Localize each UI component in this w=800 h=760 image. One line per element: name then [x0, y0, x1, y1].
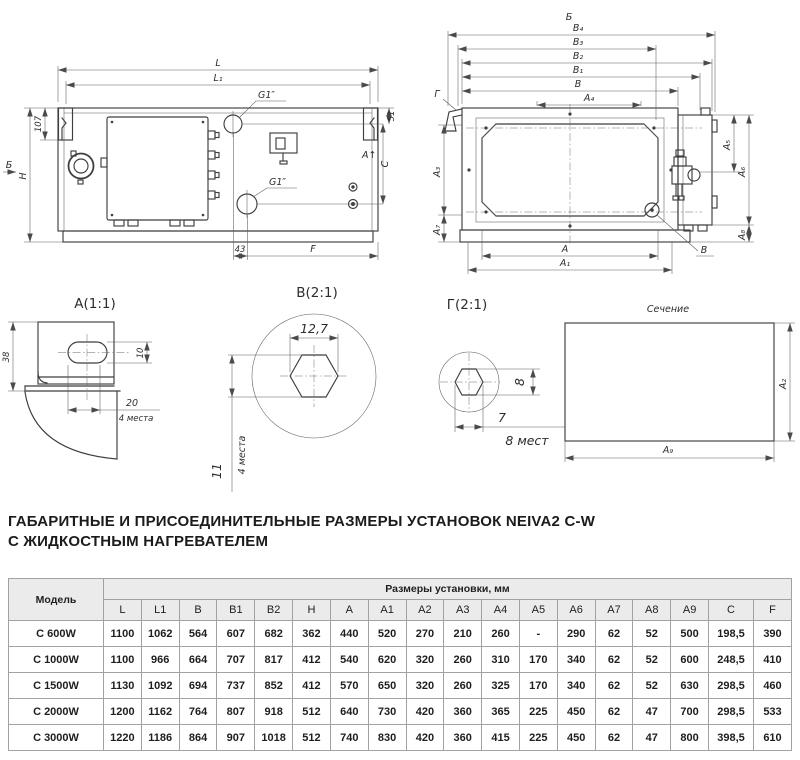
dim-cell: 1018 — [255, 725, 293, 751]
dim-cell: 1100 — [104, 621, 142, 647]
col-header-l1: L1 — [141, 600, 179, 621]
dim-cell: 210 — [444, 621, 482, 647]
col-header-a9: A9 — [671, 600, 709, 621]
dim-cell: 807 — [217, 699, 255, 725]
dim-cell: 1130 — [104, 673, 142, 699]
dim-cell: 298,5 — [709, 673, 754, 699]
model-cell: C 1500W — [9, 673, 104, 699]
dim-cell: 225 — [519, 725, 557, 751]
dim-cell: 260 — [444, 647, 482, 673]
dim-label-43: 43 — [234, 245, 246, 255]
dim-cell: 682 — [255, 621, 293, 647]
side-view-drawing — [432, 12, 754, 274]
model-cell: C 3000W — [9, 725, 104, 751]
table-row — [9, 699, 792, 725]
dim-cell: 450 — [557, 699, 595, 725]
dim-label-11: 11 — [209, 463, 224, 479]
dim-cell: 1162 — [141, 699, 179, 725]
model-cell: C 2000W — [9, 699, 104, 725]
col-header-a7: A7 — [595, 600, 633, 621]
section-title: Сечение — [646, 304, 690, 315]
dim-cell: 410 — [754, 647, 792, 673]
dim-cell: 260 — [444, 673, 482, 699]
table-row — [9, 673, 792, 699]
dim-label-12-7: 12,7 — [300, 321, 328, 336]
dim-cell: 170 — [519, 647, 557, 673]
col-header-a3: A3 — [444, 600, 482, 621]
dim-cell: 298,5 — [709, 699, 754, 725]
dim-cell: 1092 — [141, 673, 179, 699]
dim-cell: 650 — [368, 673, 406, 699]
detail-g-view — [439, 297, 565, 448]
dim-label-20: 20 — [125, 398, 139, 409]
page-title — [8, 512, 788, 552]
col-header-a8: A8 — [633, 600, 671, 621]
dim-cell: 1186 — [141, 725, 179, 751]
dim-cell: 365 — [482, 699, 520, 725]
dim-label-51: 51 — [387, 110, 397, 122]
dim-label-b4: B₄ — [572, 23, 584, 34]
col-header-a4: A4 — [482, 600, 520, 621]
table-row — [9, 647, 792, 673]
dim-cell: 640 — [330, 699, 368, 725]
dim-cell: 320 — [406, 647, 444, 673]
dim-cell: 800 — [671, 725, 709, 751]
col-header-b: B — [179, 600, 217, 621]
dim-cell: 412 — [293, 673, 331, 699]
dim-cell: 600 — [671, 647, 709, 673]
col-header-f: F — [754, 600, 792, 621]
dim-cell: 740 — [330, 725, 368, 751]
page-title-line1: ГАБАРИТНЫЕ И ПРИСОЕДИНИТЕЛЬНЫЕ РАЗМЕРЫ УСТАНОВОК NEIVA2 C-W — [8, 513, 596, 530]
view-label-b: Б — [565, 12, 573, 23]
dim-cell: 450 — [557, 725, 595, 751]
dimensions-table — [8, 578, 792, 751]
dim-cell: 412 — [293, 647, 331, 673]
dim-cell: 520 — [368, 621, 406, 647]
dim-label-a6: A₆ — [737, 166, 748, 178]
table-row — [9, 725, 792, 751]
detail-a-places-label: 4 места — [118, 414, 154, 424]
dim-label-a5: A₅ — [722, 139, 733, 151]
dim-cell: 360 — [444, 725, 482, 751]
g-detail-label: Г — [434, 89, 440, 100]
dim-cell: 420 — [406, 725, 444, 751]
dim-label-c: C — [380, 160, 391, 168]
detail-b-places-label: 4 места — [237, 435, 248, 475]
dim-cell: 694 — [179, 673, 217, 699]
dim-cell: 817 — [255, 647, 293, 673]
dim-cell: 340 — [557, 647, 595, 673]
dim-label-a9: A₉ — [662, 445, 674, 456]
dim-cell: 320 — [406, 673, 444, 699]
dim-cell: 460 — [754, 673, 792, 699]
dim-cell: 570 — [330, 673, 368, 699]
dim-cell: 620 — [368, 647, 406, 673]
dim-label-b: B — [574, 79, 582, 90]
dim-cell: 918 — [255, 699, 293, 725]
dim-label-10: 10 — [136, 347, 146, 359]
model-column-header: Модель — [9, 579, 104, 621]
col-header-a: A — [330, 600, 368, 621]
dim-cell: 564 — [179, 621, 217, 647]
dim-cell: - — [519, 621, 557, 647]
col-header-l: L — [104, 600, 142, 621]
dim-cell: 500 — [671, 621, 709, 647]
dim-label-l1: L₁ — [213, 73, 223, 84]
dim-cell: 630 — [671, 673, 709, 699]
dim-cell: 830 — [368, 725, 406, 751]
dim-cell: 62 — [595, 647, 633, 673]
dim-label-38: 38 — [2, 351, 12, 363]
dim-cell: 248,5 — [709, 647, 754, 673]
dim-cell: 325 — [482, 673, 520, 699]
dim-cell: 360 — [444, 699, 482, 725]
dim-cell: 260 — [482, 621, 520, 647]
dim-cell: 225 — [519, 699, 557, 725]
col-header-a1: A1 — [368, 600, 406, 621]
dim-cell: 52 — [633, 621, 671, 647]
dim-label-a7: A₇ — [432, 224, 443, 236]
dim-cell: 440 — [330, 621, 368, 647]
dim-cell: 512 — [293, 725, 331, 751]
dim-label-h: H — [18, 172, 29, 180]
dim-label-b1: B₁ — [572, 65, 584, 76]
dim-cell: 1062 — [141, 621, 179, 647]
view-b-label: Б — [5, 160, 13, 171]
a-arrow-label: A↑ — [362, 150, 377, 161]
dim-cell: 52 — [633, 647, 671, 673]
col-header-a6: A6 — [557, 600, 595, 621]
dim-cell: 420 — [406, 699, 444, 725]
dim-cell: 610 — [754, 725, 792, 751]
page-title-line2: С ЖИДКОСТНЫМ НАГРЕВАТЕЛЕМ — [8, 533, 269, 550]
dim-label-f: F — [310, 244, 316, 255]
front-view-drawing — [3, 58, 397, 260]
dim-label-7: 7 — [498, 410, 506, 425]
col-header-b1: B1 — [217, 600, 255, 621]
dim-label-a4: A₄ — [583, 93, 595, 104]
dim-label-a2: A₂ — [778, 378, 789, 390]
detail-a-title: А(1:1) — [74, 296, 116, 312]
dim-cell: 62 — [595, 699, 633, 725]
dim-cell: 966 — [141, 647, 179, 673]
dim-cell: 310 — [482, 647, 520, 673]
dim-label-l: L — [215, 58, 221, 69]
detail-b-view — [209, 285, 376, 492]
detail-g-places-label: 8 мест — [505, 433, 549, 448]
dim-cell: 864 — [179, 725, 217, 751]
dim-cell: 533 — [754, 699, 792, 725]
dim-cell: 270 — [406, 621, 444, 647]
dim-cell: 907 — [217, 725, 255, 751]
dim-cell: 52 — [633, 673, 671, 699]
dim-cell: 700 — [671, 699, 709, 725]
model-cell: C 600W — [9, 621, 104, 647]
g1-top-label: G1″ — [258, 90, 275, 101]
dim-label-a3: A₃ — [432, 166, 443, 178]
dim-cell: 47 — [633, 725, 671, 751]
dim-cell: 362 — [293, 621, 331, 647]
dim-cell: 540 — [330, 647, 368, 673]
dimensions-table-wrap — [8, 578, 792, 751]
dim-label-8: 8 — [512, 378, 527, 386]
dim-cell: 62 — [595, 621, 633, 647]
dim-cell: 707 — [217, 647, 255, 673]
col-header-c: C — [709, 600, 754, 621]
dim-cell: 398,5 — [709, 725, 754, 751]
detail-b-title: В(2:1) — [296, 285, 338, 301]
dim-cell: 198,5 — [709, 621, 754, 647]
group-header: Размеры установки, мм — [104, 579, 792, 600]
col-header-h: H — [293, 600, 331, 621]
dim-label-a: A — [561, 244, 569, 255]
col-header-a2: A2 — [406, 600, 444, 621]
dim-cell: 340 — [557, 673, 595, 699]
dim-cell: 1200 — [104, 699, 142, 725]
model-cell: C 1000W — [9, 647, 104, 673]
dim-cell: 290 — [557, 621, 595, 647]
dim-cell: 170 — [519, 673, 557, 699]
dim-cell: 607 — [217, 621, 255, 647]
dim-cell: 852 — [255, 673, 293, 699]
col-header-b2: B2 — [255, 600, 293, 621]
dim-cell: 664 — [179, 647, 217, 673]
dim-label-107: 107 — [34, 115, 44, 133]
detail-a-view — [2, 296, 160, 459]
table-row — [9, 621, 792, 647]
dim-label-a8: A₈ — [737, 229, 748, 241]
dim-cell: 62 — [595, 725, 633, 751]
dim-cell: 47 — [633, 699, 671, 725]
section-view — [565, 304, 795, 462]
dim-cell: 1220 — [104, 725, 142, 751]
g1-bottom-label: G1″ — [269, 177, 286, 188]
dim-label-a1: A₁ — [559, 258, 571, 269]
dim-label-b3: B₃ — [572, 37, 584, 48]
dim-label-b2: B₂ — [572, 51, 584, 62]
dim-cell: 62 — [595, 673, 633, 699]
dim-cell: 512 — [293, 699, 331, 725]
detail-g-title: Г(2:1) — [446, 297, 488, 313]
dim-cell: 730 — [368, 699, 406, 725]
dim-cell: 764 — [179, 699, 217, 725]
dim-cell: 1100 — [104, 647, 142, 673]
dim-cell: 737 — [217, 673, 255, 699]
b-detail-label: B — [700, 245, 708, 256]
dim-cell: 390 — [754, 621, 792, 647]
col-header-a5: A5 — [519, 600, 557, 621]
dim-cell: 415 — [482, 725, 520, 751]
